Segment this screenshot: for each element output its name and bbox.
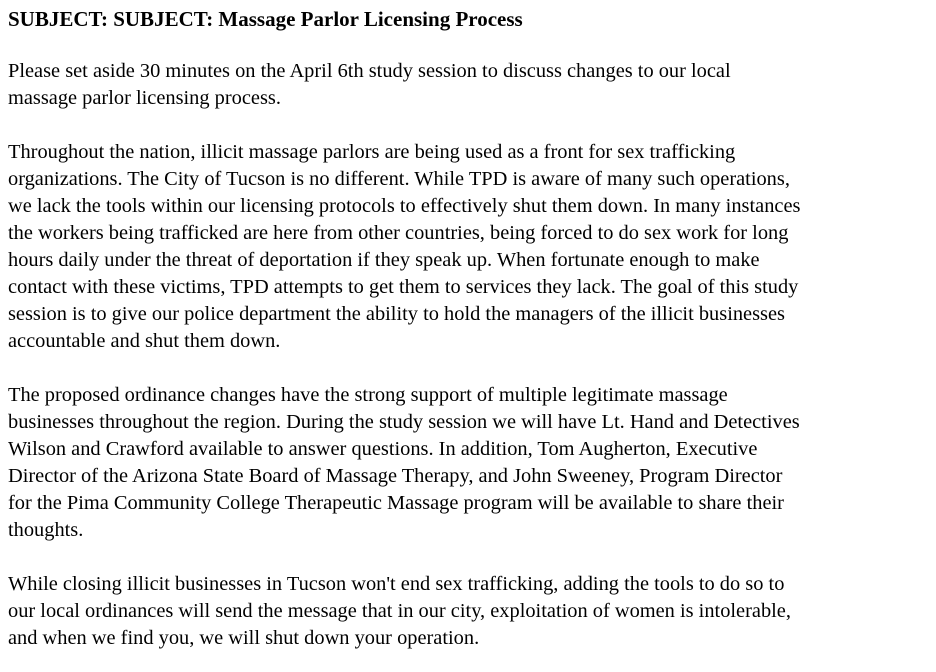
paragraph-line: The proposed ordinance changes have the strong support of multiple legitimate massage bbox=[8, 384, 728, 406]
paragraph-trafficking-background bbox=[8, 139, 932, 355]
subject-heading: SUBJECT: SUBJECT: Massage Parlor Licensing Process bbox=[8, 7, 523, 31]
paragraph-line: Please set aside 30 minutes on the April 6th study session to discuss changes to our local bbox=[8, 60, 731, 82]
paragraph-closing-statement bbox=[8, 571, 932, 652]
document-page bbox=[8, 6, 932, 652]
paragraph-line: organizations. The City of Tucson is no different. While TPD is aware of many such operations, bbox=[8, 168, 790, 190]
paragraph-line: Wilson and Crawford available to answer questions. In addition, Tom Augherton, Executive bbox=[8, 438, 758, 460]
paragraph-line: Director of the Arizona State Board of Massage Therapy, and John Sweeney, Program Director bbox=[8, 465, 783, 487]
paragraph-line: we lack the tools within our licensing protocols to effectively shut them down. In many instances bbox=[8, 195, 801, 217]
paragraph-line: the workers being trafficked are here from other countries, being forced to do sex work for long bbox=[8, 222, 789, 244]
paragraph-study-session-request bbox=[8, 58, 932, 112]
paragraph-line: While closing illicit businesses in Tucson won't end sex trafficking, adding the tools to do so to bbox=[8, 573, 785, 595]
paragraph-ordinance-support bbox=[8, 382, 932, 544]
paragraph-line: for the Pima Community College Therapeutic Massage program will be available to share their bbox=[8, 492, 784, 514]
paragraph-line: massage parlor licensing process. bbox=[8, 87, 281, 109]
paragraph-line: thoughts. bbox=[8, 519, 84, 541]
paragraph-line: businesses throughout the region. During the study session we will have Lt. Hand and Detectives bbox=[8, 411, 800, 433]
paragraph-line: session is to give our police department the ability to hold the managers of the illicit businesses bbox=[8, 303, 785, 325]
paragraph-line: and when we find you, we will shut down your operation. bbox=[8, 627, 480, 649]
paragraph-line: Throughout the nation, illicit massage parlors are being used as a front for sex trafficking bbox=[8, 141, 736, 163]
paragraph-line: accountable and shut them down. bbox=[8, 330, 281, 352]
paragraph-line: our local ordinances will send the message that in our city, exploitation of women is intolerable, bbox=[8, 600, 791, 622]
paragraph-line: contact with these victims, TPD attempts to get them to services they lack. The goal of this study bbox=[8, 276, 799, 298]
paragraph-line: hours daily under the threat of deportation if they speak up. When fortunate enough to make bbox=[8, 249, 760, 271]
